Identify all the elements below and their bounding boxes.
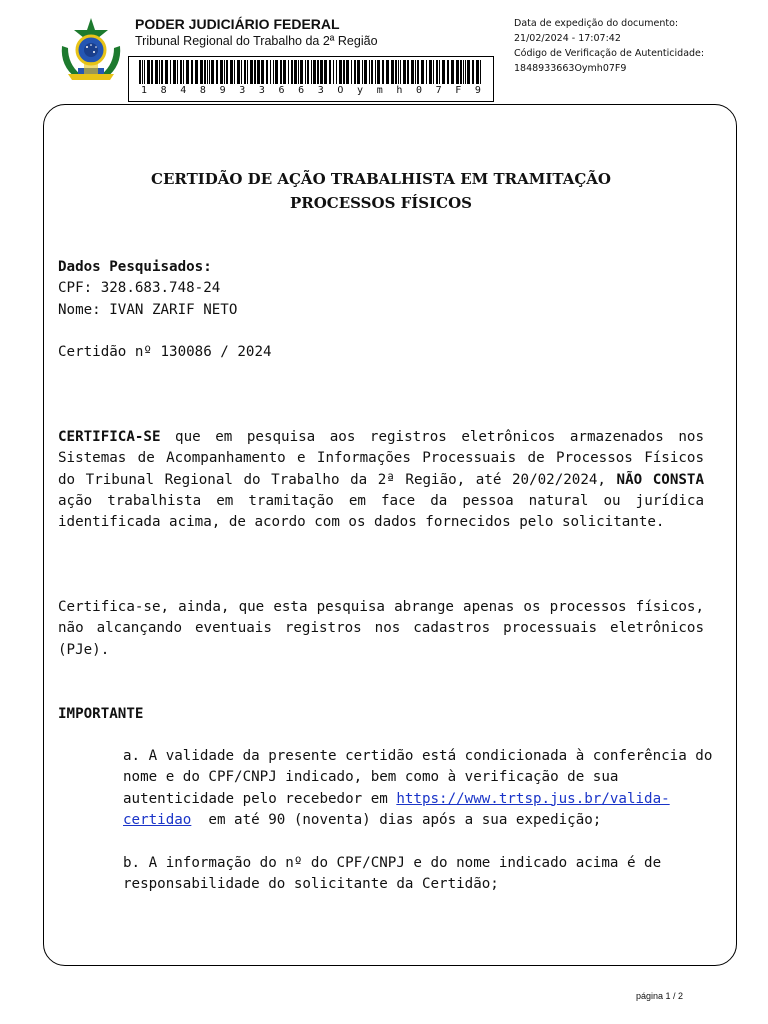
barcode-bar [439,60,440,84]
barcode-bar [204,60,206,84]
p1-text-b: ação trabalhista em tramitação em face da pessoa natural ou jurídica identificada acima, de acordo com os dados fornecidos pelo solicitante. [58,492,704,531]
barcode-char: 9 [219,85,226,96]
barcode-bar [417,60,419,84]
name-line: Nome: IVAN ZARIF NETO [58,301,238,318]
item-a-tail: em até 90 (noventa) dias após a sua expedição; [191,811,602,828]
barcode-char: 3 [239,85,246,96]
barcode-bar [230,60,233,84]
barcode-bar [250,60,253,84]
barcode-char: 3 [317,85,324,96]
barcode-bar [254,60,256,84]
barcode-bar [151,60,153,84]
certifica-se-bold: CERTIFICA-SE [58,429,161,445]
barcode-bar [165,60,168,84]
barcode-bar [391,60,394,84]
barcode-bar [270,60,271,84]
barcode-bar [456,60,459,84]
barcode-bar [170,60,171,84]
barcode-bar [216,60,218,84]
barcode-char: O [337,85,344,96]
barcode-bar [226,60,228,84]
barcode-bar [313,60,316,84]
barcode-bar [339,60,342,84]
title-line-1: CERTIDÃO DE AÇÃO TRABALHISTA EM TRAMITAÇÃO [151,170,611,188]
barcode-bar [261,60,264,84]
barcode-bar [291,60,293,84]
barcode-bar [200,60,203,84]
barcode-bar [300,60,303,84]
auth-code-label: Código de Verificação de Autenticidade: [514,48,705,59]
barcode-char: m [376,85,383,96]
search-heading: Dados Pesquisados: [58,259,212,275]
barcode-char: 0 [415,85,422,96]
barcode-bar [142,60,143,84]
barcode-bar [244,60,246,84]
barcode-text [141,85,481,96]
barcode-bar [159,60,160,84]
barcode-bar [247,60,248,84]
barcode-bar [155,60,158,84]
barcode-bar [191,60,193,84]
important-item-a [123,746,713,831]
barcode-bar [465,60,466,84]
page-number: página 1 / 2 [636,991,684,1001]
barcode-bar [354,60,356,84]
barcode-bar [161,60,163,84]
certidao-number: Certidão nº 130086 / 2024 [58,343,272,360]
nao-consta-bold: NÃO CONSTA [616,471,705,488]
barcode-bar [362,60,363,84]
barcode-bar [139,60,141,84]
barcode-bar [433,60,434,84]
barcode-char: 7 [435,85,442,96]
barcode-char: 6 [298,85,305,96]
barcode-bar [266,60,268,84]
barcode-bars [139,60,483,84]
issue-date-label: Data de expedição do documento: [514,18,679,29]
barcode-bar [442,60,445,84]
barcode-bar [400,60,401,84]
barcode-bar [421,60,424,84]
issue-date-value: 21/02/2024 - 17:07:42 [514,33,621,44]
item-a-text: a. A validade da presente certidão está condicionada à conferência do nome e do CPF/CNPJ indicado, bem como à verificação de sua autenticidade pelo recebedor em [123,748,713,807]
barcode-bar [382,60,384,84]
barcode-bar [395,60,397,84]
auth-code-value: 1848933663Oymh07F9 [514,63,627,74]
barcode-bar [237,60,240,84]
barcode-bar [463,60,464,84]
barcode-bar [234,60,235,84]
barcode-char: 6 [278,85,285,96]
document-title [43,167,719,215]
search-data [58,257,704,363]
barcode-char: 8 [199,85,206,96]
barcode-bar [357,60,360,84]
barcode-bar [283,60,286,84]
barcode-bar [220,60,223,84]
barcode-bar [371,60,373,84]
barcode-bar [403,60,406,84]
barcode-bar [307,60,309,84]
cpf-line: CPF: 328.683.748-24 [58,280,221,297]
org-subtitle: Tribunal Regional do Trabalho da 2ª Região [135,34,378,48]
barcode-bar [333,60,334,84]
barcode-bar [280,60,282,84]
barcode-bar [329,60,331,84]
org-title: PODER JUDICIÁRIO FEDERAL [135,16,340,32]
barcode-bar [472,60,474,84]
barcode-bar [467,60,470,84]
barcode-bar [317,60,319,84]
barcode-bar [429,60,432,84]
barcode-char: 1 [141,85,148,96]
barcode-bar [364,60,367,84]
barcode-bar [346,60,349,84]
barcode-bar [398,60,399,84]
barcode-bar [183,60,184,84]
barcode-bar [257,60,260,84]
barcode-bar [369,60,370,84]
barcode [128,56,494,102]
barcode-bar [147,60,150,84]
barcode-bar [180,60,182,84]
barcode-bar [211,60,214,84]
important-item-b: b. A informação do nº do CPF/CNPJ e do nome indicado acima é de responsabilidade do solicitante da Certidão; [123,855,662,893]
barcode-bar [460,60,462,84]
barcode-bar [195,60,198,84]
brasao-emblem-icon [54,16,128,86]
barcode-bar [294,60,297,84]
barcode-bar [436,60,438,84]
barcode-char: F [455,85,462,96]
barcode-bar [411,60,414,84]
paragraph-certifica [58,427,704,533]
barcode-bar [224,60,225,84]
p1-text-a: que em pesquisa aos registros eletrônicos armazenados nos Sistemas de Acompanhamento e Informações Processuais de Processos Físicos do Tribunal Regional do Trabalho da 2ª Região, até 20/02/2024, [58,429,704,488]
validation-link[interactable]: https://www.trtsp.jus.br/valida-certidao [123,790,670,828]
barcode-bar [480,60,481,84]
barcode-bar [273,60,274,84]
barcode-bar [305,60,306,84]
barcode-bar [375,60,376,84]
barcode-bar [343,60,345,84]
barcode-char: h [396,85,403,96]
barcode-bar [451,60,454,84]
barcode-char: y [357,85,364,96]
barcode-bar [336,60,337,84]
certificate-frame [43,104,737,966]
barcode-bar [351,60,352,84]
barcode-bar [311,60,312,84]
barcode-bar [241,60,242,84]
barcode-bar [207,60,208,84]
barcode-bar [144,60,145,84]
barcode-bar [386,60,389,84]
barcode-bar [288,60,289,84]
barcode-bar [407,60,409,84]
barcode-bar [177,60,178,84]
barcode-char: 9 [474,85,481,96]
barcode-char: 4 [180,85,187,96]
important-heading: IMPORTANTE [58,706,144,722]
barcode-bar [415,60,416,84]
barcode-bar [426,60,427,84]
barcode-char: 3 [258,85,265,96]
barcode-bar [275,60,278,84]
barcode-char: 8 [160,85,167,96]
barcode-bar [298,60,299,84]
barcode-bar [320,60,323,84]
barcode-bar [476,60,479,84]
barcode-bar [209,60,210,84]
barcode-bar [447,60,449,84]
barcode-bar [377,60,380,84]
title-line-2: PROCESSOS FÍSICOS [290,194,472,212]
barcode-bar [186,60,189,84]
paragraph-ainda: Certifica-se, ainda, que esta pesquisa abrange apenas os processos físicos, não alcançando eventuais registros nos cadastros processuais eletrônicos (PJe). [58,599,704,658]
barcode-bar [324,60,327,84]
document-meta [514,16,704,76]
barcode-bar [173,60,176,84]
